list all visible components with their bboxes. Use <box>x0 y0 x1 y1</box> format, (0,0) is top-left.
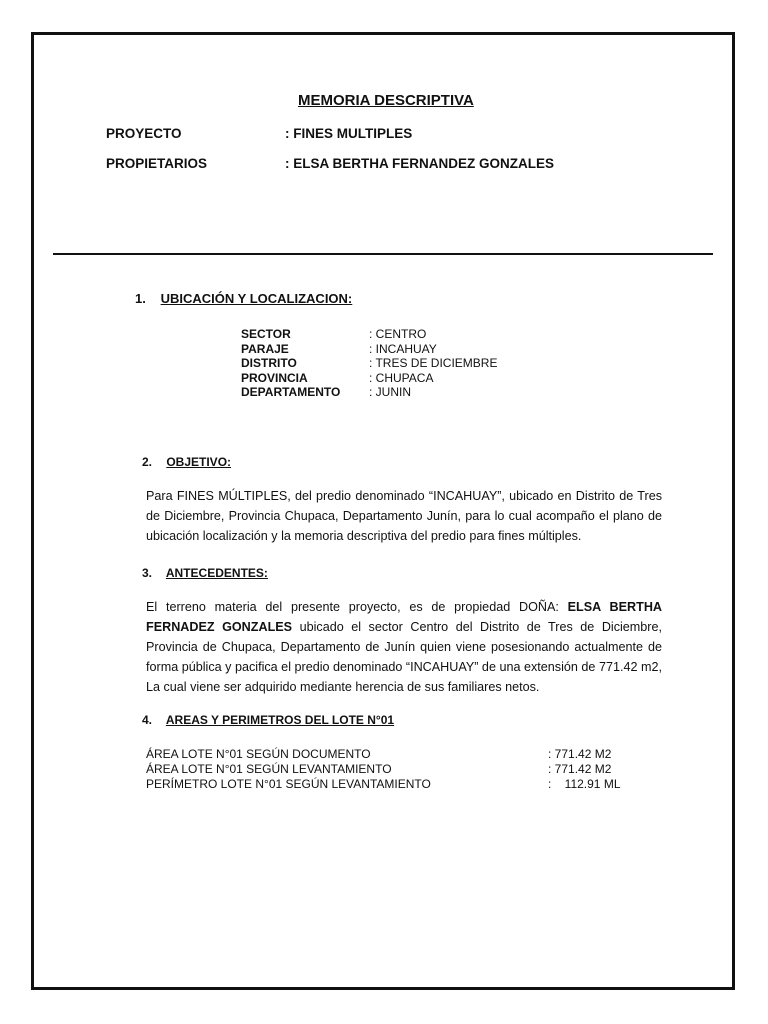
location-label: PARAJE <box>241 341 289 356</box>
section-1-heading <box>135 291 352 306</box>
location-label: PROVINCIA <box>241 370 308 385</box>
section-1-title: UBICACIÓN Y LOCALIZACION: <box>160 291 353 306</box>
section-2-paragraph: Para FINES MÚLTIPLES, del predio denominado “INCAHUAY”, ubicado en Distrito de Tres de Diciembre, Provincia Chupaca, Departamento Junín, para lo cual acompaño el plano de ubicación localización y la memoria descriptiva del predio para fines múltiples. <box>146 489 662 543</box>
section-4-number: 4. <box>142 713 153 727</box>
areas-value: : 112.91 ML <box>548 777 621 791</box>
header-label-proyecto: PROYECTO <box>106 126 182 141</box>
section-3-heading <box>142 566 268 580</box>
areas-label: ÁREA LOTE N°01 SEGÚN DOCUMENTO <box>146 747 371 761</box>
areas-value: : 771.42 M2 <box>548 747 612 761</box>
location-row-provincia <box>241 371 497 386</box>
areas-value: : 771.42 M2 <box>548 762 612 776</box>
section-3-paragraph <box>146 597 662 697</box>
section-4-heading <box>142 713 394 727</box>
owner-name: ELSA BERTHA FERNADEZ GONZALES <box>146 600 663 634</box>
header-value-proyecto: : FINES MULTIPLES <box>285 126 413 141</box>
areas-table <box>146 747 621 792</box>
header-divider <box>53 253 713 255</box>
location-label: DEPARTAMENTO <box>241 385 341 399</box>
areas-label: PERÍMETRO LOTE N°01 SEGÚN LEVANTAMIENTO <box>146 777 431 791</box>
areas-row <box>146 747 621 762</box>
location-label: DISTRITO <box>241 356 297 370</box>
header-label-propietarios: PROPIETARIOS <box>106 156 208 171</box>
section-4-title: AREAS Y PERIMETROS DEL LOTE N°01 <box>165 713 395 727</box>
areas-row <box>146 762 621 777</box>
areas-label: ÁREA LOTE N°01 SEGÚN LEVANTAMIENTO <box>146 762 392 776</box>
location-value: : TRES DE DICIEMBRE <box>369 356 498 370</box>
section-3-number: 3. <box>142 566 153 580</box>
document-title: MEMORIA DESCRIPTIVA <box>298 92 474 109</box>
section-3-title: ANTECEDENTES: <box>165 566 268 580</box>
section-1-number: 1. <box>135 291 146 306</box>
section-2-title: OBJETIVO: <box>166 455 232 469</box>
header-value-propietarios: : ELSA BERTHA FERNANDEZ GONZALES <box>285 156 554 171</box>
location-row-distrito <box>241 356 497 371</box>
location-value: : CENTRO <box>369 327 427 341</box>
location-value: : JUNIN <box>369 385 411 399</box>
location-row-paraje <box>241 342 497 357</box>
areas-row <box>146 777 621 792</box>
location-value: : CHUPACA <box>369 370 434 385</box>
section-3-text-end: ubicado el sector Centro del Distrito de Tres de Diciembre, Provincia de Chupaca, Departamento de Junín quien viene posesionando actualmente de forma pública y pacifica el predio denominado “INCAHUAY” de una extensión de 771.42 m2, La cual viene ser adquirido mediante herencia de sus familiares netos. <box>146 620 662 694</box>
location-table <box>241 327 497 400</box>
section-3-text-start: El terreno materia del presente proyecto, es de propiedad DOÑA: <box>146 600 568 614</box>
location-row-departamento <box>241 385 497 400</box>
section-2-heading <box>142 455 231 469</box>
location-label: SECTOR <box>241 327 291 341</box>
location-row-sector <box>241 327 497 342</box>
section-2-number: 2. <box>142 455 153 469</box>
location-value: : INCAHUAY <box>369 341 437 356</box>
